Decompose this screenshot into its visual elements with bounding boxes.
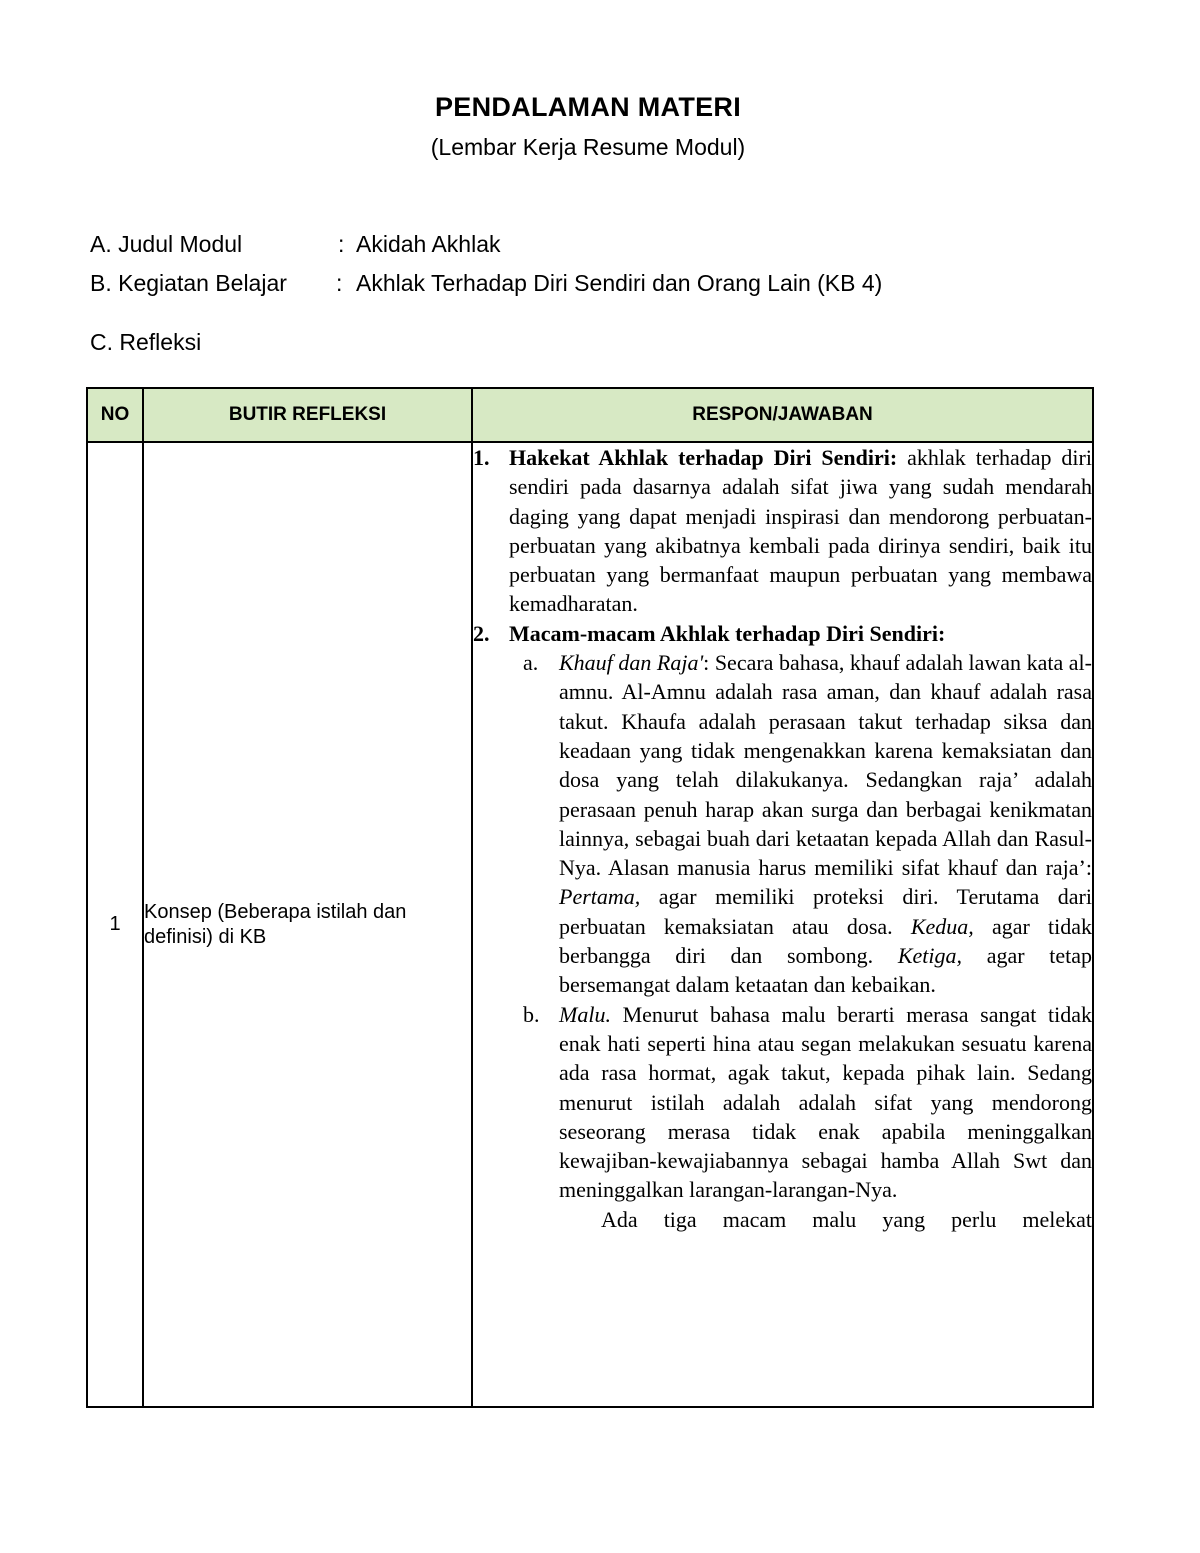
meta-refleksi [90,329,201,356]
table-row [87,442,1093,1407]
meta-kegiatan-label: B. Kegiatan Belajar [90,270,287,296]
meta-kegiatan-value: Akhlak Terhadap Diri Sendiri dan Orang Lain (KB 4) [356,270,883,296]
sub-text: agar tetap bersemangat dalam ketaatan dan kebaikan. [559,943,1093,998]
list-item-hakekat [473,443,1092,619]
sub-text: Menurut bahasa malu berarti merasa sangat tidak enak hati seperti hina atau segan melakukan sesuatu karena ada rasa hormat, agak takut, kepada pihak lain. Sedang menurut istilah adalah adalah sifat yang mendorong seseorang merasa tidak enak apabila meninggalkan kewajiban-kewajiabannya sebagai hamba Allah Swt dan meninggalkan larangan-larangan-Nya. [559,1001,1092,1203]
page-subtitle: (Lembar Kerja Resume Modul) [430,134,746,160]
header-no: NO [87,388,143,442]
header-butir-refleksi: BUTIR REFLEKSI [143,388,472,442]
sub-item-malu [473,1000,1092,1205]
sub-text: : Secara bahasa, khauf adalah lawan kata al-amnu. Al-Amnu adalah rasa aman, dan khauf adalah rasa takut. Khaufa adalah perasaan takut terhadap siksa dan keadaan yang tidak mengenakkan karena kemaksiatan dan dosa yang telah dilakukanya. Sedangkan raja’ adalah perasaan penuh harap akan surga dan berbagai kenikmatan lainnya, sebagai buah dari ketaatan kepada Allah dan Rasul-Nya. Alasan manusia harus memiliki sifat khauf dan raja’: [559,650,1092,881]
meta-kegiatan-belajar [90,270,883,297]
table-header-row [87,388,1093,442]
continued-paragraph: Ada tiga macam malu yang perlu melekat [601,1206,1092,1232]
sub-text: agar tidak berbangga diri dan sombong. [559,913,1092,969]
list-number: 2. [473,620,490,646]
sub-text: agar memiliki proteksi diri. Terutama dari perbuatan kemaksiatan atau dosa. [559,884,1092,939]
butir-refleksi-cell: Konsep (Beberapa istilah dan definisi) di KB [143,442,472,1407]
meta-judul-colon: : [338,231,345,257]
sub-term: Khauf dan Raja' [559,650,704,676]
meta-judul-modul [90,231,501,258]
page-title: PENDALAMAN MATERI [434,92,742,122]
row-number: 1 [87,442,143,1407]
list-item-macam [473,619,1092,648]
sub-letter: b. [523,1001,540,1027]
item-title: Macam-macam Akhlak terhadap Diri Sendiri: [509,620,946,646]
meta-refleksi-label: C. Refleksi [90,329,202,355]
emphasis-ketiga: Ketiga, [897,943,963,969]
item-text: akhlak terhadap diri sendiri pada dasarnya adalah sifat jiwa yang sudah mendarah daging yang dapat menjadi inspirasi dan mendorong perbuatan-perbuatan yang akibatnya kembali pada dirinya sendiri, baik itu perbuatan yang bermanfaat maupun perbuatan yang membawa kemadharatan. [509,445,1092,617]
meta-judul-label: A. Judul Modul [90,231,243,257]
sub-item-khauf-raja [473,648,1092,1000]
reflection-table [86,387,1094,1408]
meta-kegiatan-colon: : [336,270,343,296]
emphasis-pertama: Pertama, [559,884,641,910]
sub-term: Malu. [559,1001,611,1027]
meta-judul-value: Akidah Akhlak [356,231,501,257]
respon-cell [472,442,1093,1407]
header-respon-jawaban: RESPON/JAWABAN [472,388,1093,442]
sub-letter: a. [523,650,539,676]
list-number: 1. [473,445,490,470]
item-title: Hakekat Akhlak terhadap Diri Sendiri: [509,445,898,470]
emphasis-kedua: Kedua, [910,913,974,939]
